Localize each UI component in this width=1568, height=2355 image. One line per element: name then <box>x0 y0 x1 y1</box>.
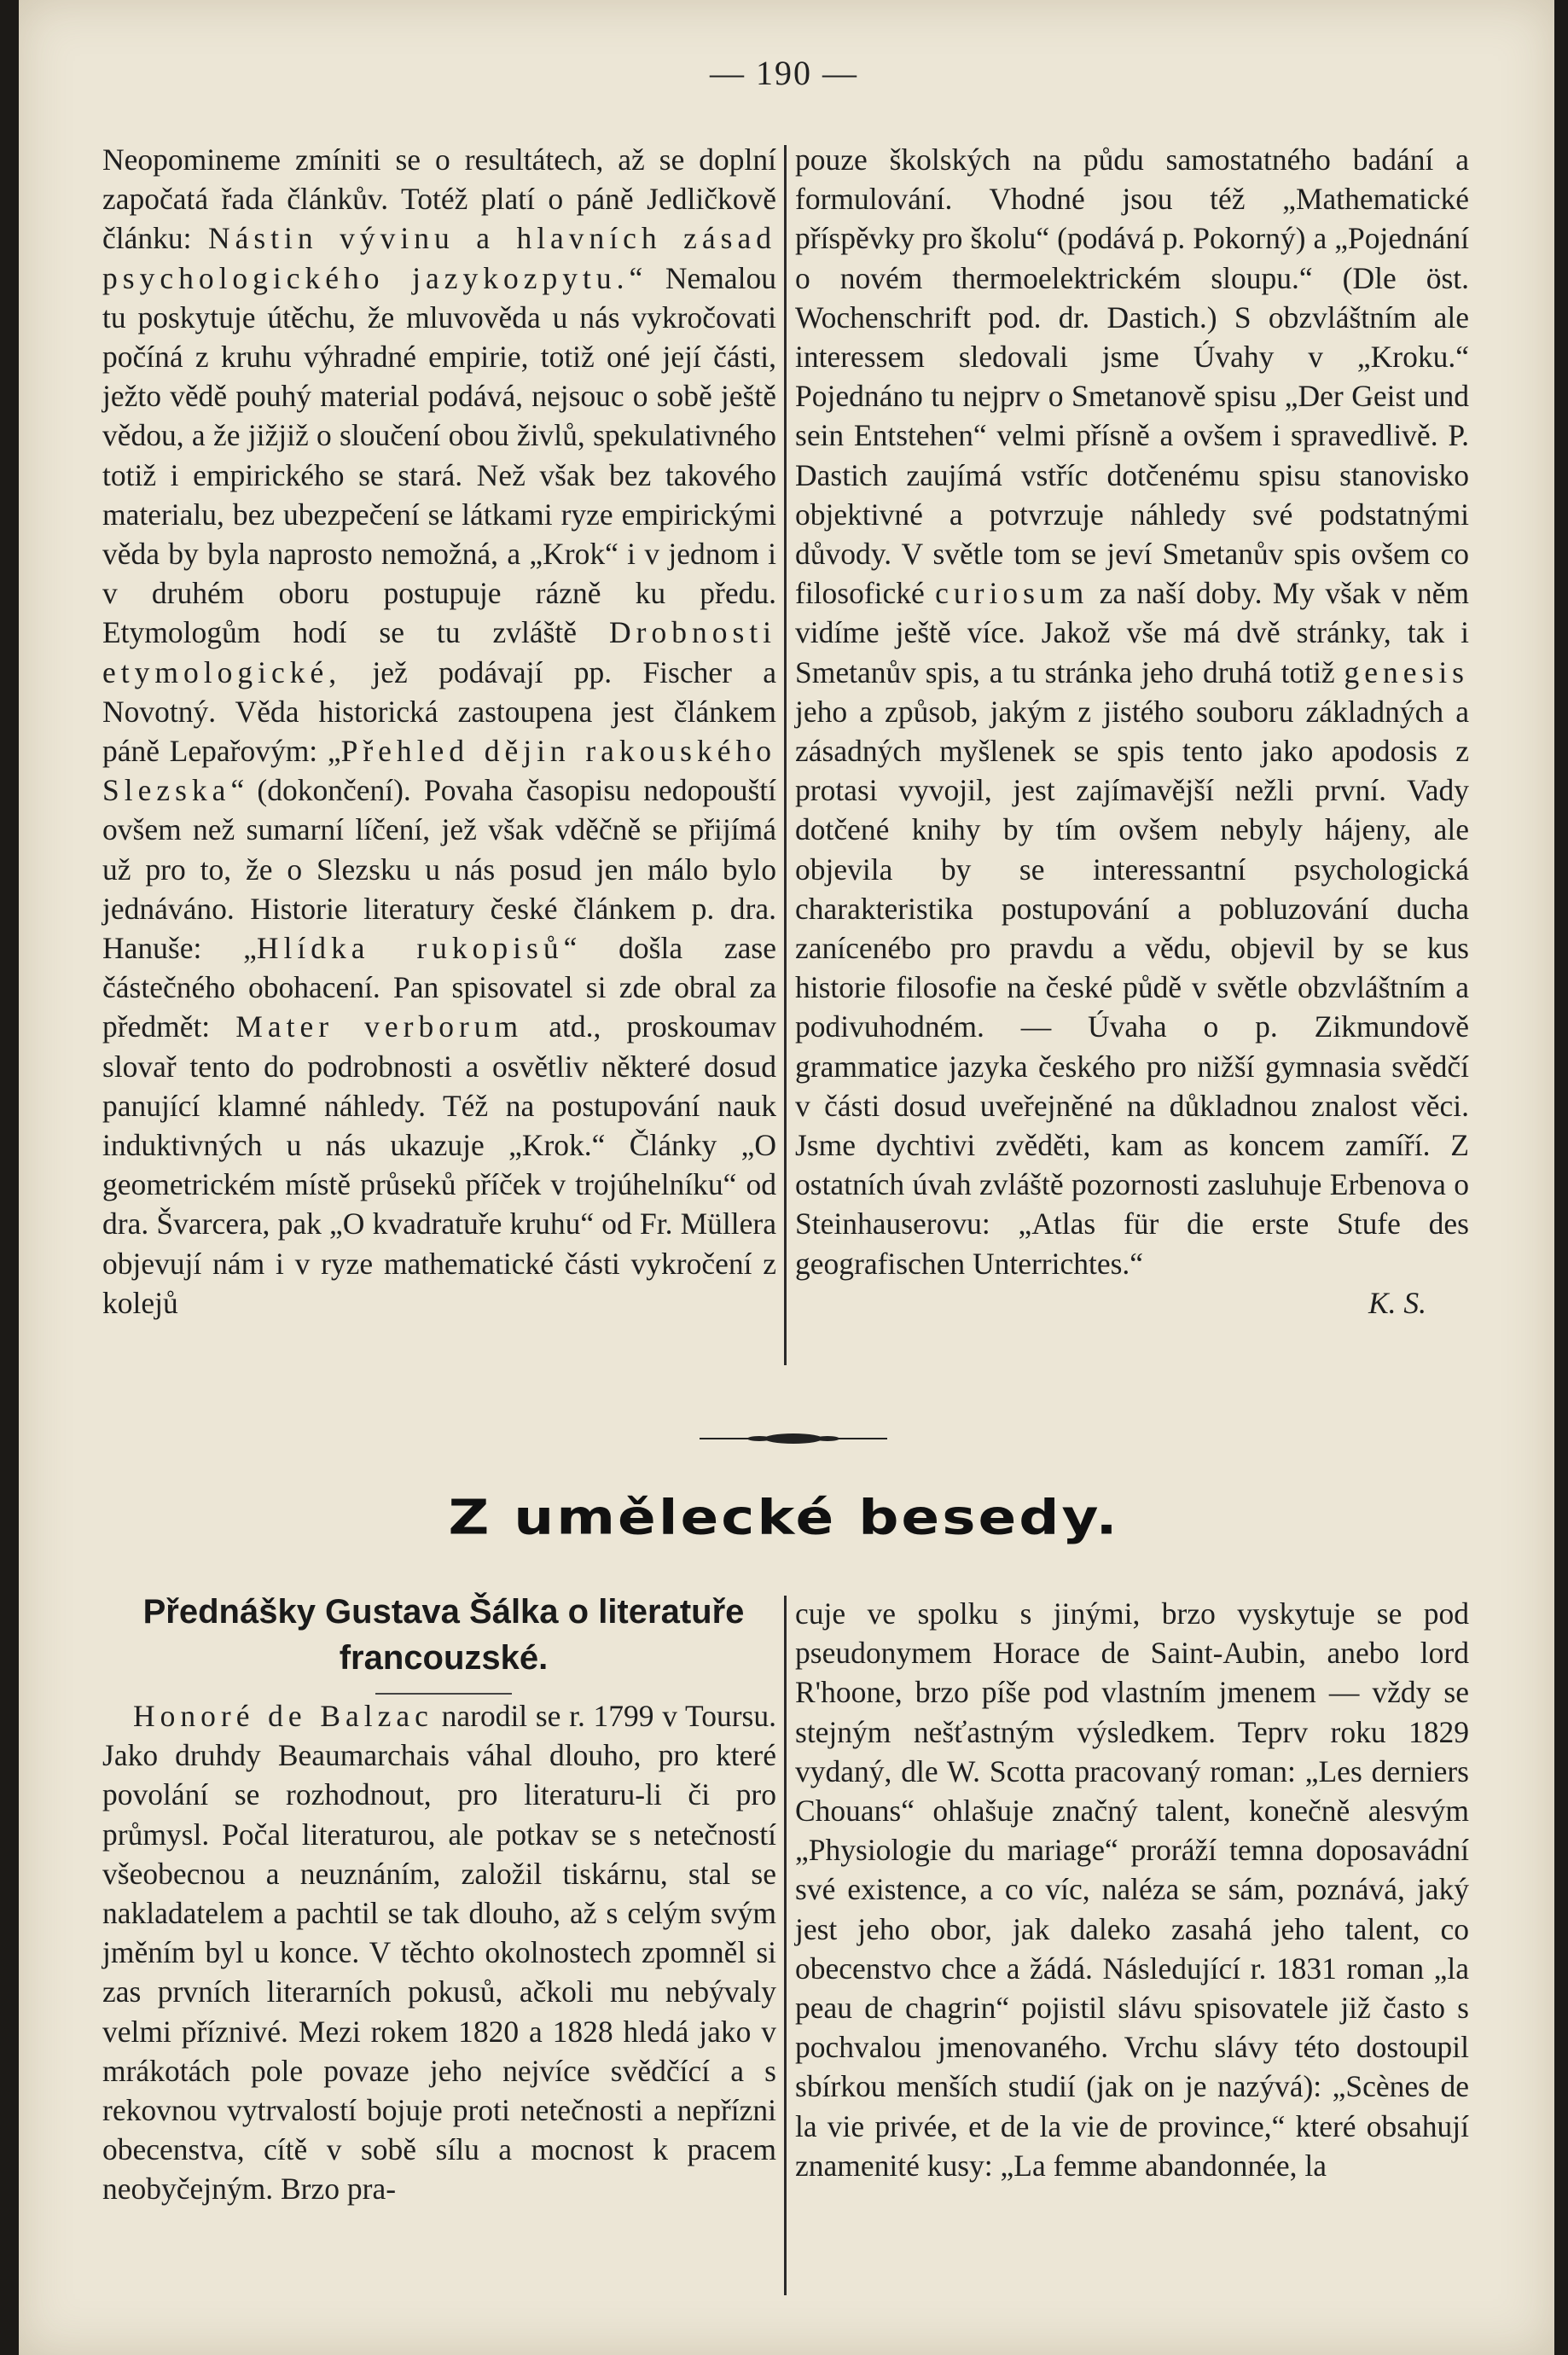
text-run: atd., proskoumav slovař tento do podrobnosti a osvětliv některé dosud panující klamné náhledy. Též na postupování nauk induktivných u nás ukazuje „Krok.“ Články „O geometrickém místě průseků příček v trojúhelníku“ od dra. Švarcera, pak „O kvadratuře kruhu“ od Fr. Müllera objevují nám i v ryze mathematické části vykročení z kolejů <box>102 1009 776 1320</box>
page-number: — 190 — <box>710 54 858 92</box>
article-title: Přednášky Gustava Šálka o literatuře francouzské. <box>142 1593 745 1677</box>
spaced-text: Drobnosti etymologické, <box>102 615 776 689</box>
text-run: Neopomineme zmíniti se o resultátech, až se doplní započatá řada článkův. Totéž platí o páně Jedličkově článku: <box>102 142 776 256</box>
spaced-text: Hlídka rukopisů <box>256 931 564 966</box>
spaced-text: Přehled dějin rakouského Slezska <box>102 734 776 808</box>
text-run: za naší doby. My však v něm vidíme ještě více. Jakož vše má dvě stránky, tak i Smetanův spis, a tu stránka jeho druhá totiž <box>795 576 1470 689</box>
spaced-text: Mater verborum <box>235 1009 524 1044</box>
text-run: “ Nemalou tu poskytuje útěchu, že mluvověda u nás vykročovati počíná z kruhu výhradné empirie, totiž oné její části, ježto vědě pouhý material podává, nejsouc o sobě ještě vědou, a že jižjiž o sloučení obou živlů, spekulativného totiž i empirického se stará. Než však bez takového materialu, bez ubezpečení se látkami ryze empirickými věda by byla naprosto nemožná, a „Krok“ i v jednom i v druhém oboru postupuje rázně ku předu. Etymologům hodí se tu zvláště <box>102 260 776 650</box>
title-rule <box>375 1693 512 1695</box>
column-rule-lower <box>784 1596 787 2295</box>
spaced-text: Nástin vývinu a hlavních zásad psychologického jazykozpytu. <box>102 221 776 295</box>
text-run: pouze školských na půdu samostatného badání a formulování. Vhodné jsou též „Mathematické příspěvky pro školu“ (podává p. Pokorný) a „Pojednání o novém thermoelektrickém sloupu.“ (Dle öst. Wochenschrift pod. dr. Dastich.) S obzvláštním ale interessem sledovali jsme Úvahy v „Kroku.“ Pojednáno tu nejprv o Smetanově spisu „Der Geist und sein Entstehen“ velmi přísně a ovšem i spravedlivě. P. Dastich zaujímá vstříc dotčenému spisu stanovisko objektivné a potvrzuje náhledy své podstatnými důvody. V světle tom se jeví Smetanův spis ovšem co filosofické <box>795 142 1469 611</box>
right-column-lower <box>795 1594 1469 2185</box>
spaced-text: genesis <box>1344 654 1469 689</box>
paragraph <box>795 1594 1469 2185</box>
person-name: Honoré de Balzac <box>133 1699 433 1733</box>
text-run: jeho a způsob, jakým z jistého souboru základných a zásadných myšlenek se spis tento jako apodosis z protasi vyvojil, jest zajímavější nežli první. Vady dotčené knihy by tím ovšem nebyly hájeny, ale objevila by se interessantní psychologická charakteristika postupování a pobluzování ducha zanícenébo pro pravdu a vědu, objevil by se kus historie filosofie na české půdě v světle obzvláštním a podivuhodném. — Úvaha o p. Zikmundově grammatice jazyka českého pro nižší gymnasia svědčí v části dosud uveřejněné na důkladnou znalost věci. Jsme dychtivi zvěděti, kam as koncem zamíří. Z ostatních úvah zvláště pozornosti zasluhuje Erbenova o Steinhauserovu: „Atlas für die erste Stufe des geografischen Unterrichtes.“ <box>795 694 1469 1281</box>
text-run: “ (dokončení). Povaha časopisu nedopouští ovšem než sumarní líčení, jež však vděčně se přijímá už pro to, že o Slezsku u nás posud jen málo bylo jednáváno. Historie literatury české článkem p. dra. Hanuše: „ <box>102 773 776 966</box>
right-column-upper <box>795 140 1469 1323</box>
ornament-divider <box>700 1430 887 1447</box>
paragraph <box>102 140 776 1323</box>
column-rule-upper <box>784 145 787 1365</box>
section-title: Z umělecké besedy. <box>448 1489 1120 1546</box>
paragraph <box>795 140 1469 1283</box>
left-column-upper <box>102 140 776 1323</box>
spaced-text: curiosum <box>935 576 1089 611</box>
paragraph <box>102 1696 776 2209</box>
text-run: jež podávají pp. Fischer a Novotný. Věda historická zastoupena jest článkem páně Lepařovým: „ <box>102 654 776 769</box>
text-run: “ došla zase částečného obohacení. Pan spisovatel si zde obral za předmět: <box>102 931 776 1044</box>
left-column-lower <box>102 1696 776 2209</box>
text-run: narodil se r. 1799 v Toursu. Jako druhdy Beaumarchais váhal dlouho, pro které povolání se rozhodnout, pro literaturu-li či pro průmysl. Počal literaturou, ale potkav se s netečností všeobecnou a neuznáním, založil tiskárnu, stal se nakladatelem a pachtil se tak dlouho, až s celým svým jměním byl u konce. V těchto okolnostech zpomněl si zas prvních literarních pokusů, ačkoli mu nebývaly velmi příznivé. Mezi rokem 1820 a 1828 hledá jako v mrákotách pole povaze jeho nejvíce svědčící a s rekovnou vytrvalostí bojuje proti netečnosti a nepřízni obecenstva, cítě v sobě sílu a mocnost k pracem neobyčejným. Brzo pra- <box>102 1699 776 2207</box>
text-run: cuje ve spolku s jinými, brzo vyskytuje se pod pseudonymem Horace de Saint-Aubin, anebo lord R'hoone, brzo píše pod vlastním jmenem — vždy se stejným nešťastným výsledkem. Teprv roku 1829 vydaný, dle W. Scotta pracovaný roman: „Les derniers Chouans“ ohlašuje značný talent, konečně alesvým „Physiologie du mariage“ proráží temna doposavádní své existence, a co víc, naléza se sám, poznává, jaký jest jeho obor, jak daleko zasahá jeho talent, co obecenstvo chce a žádá. Následující r. 1831 roman „la peau de chagrin“ pojistil slávu spisovatele již často s pochvalou jmenovaného. Vrchu slávy této dostoupil sbírkou menších studií (jak on je nazývá): „Scènes de la vie privée, et de la vie de province,“ které obsahují znamenité kusy: „La femme abandonnée, la <box>795 1596 1469 2183</box>
signature: K. S. <box>1368 1285 1426 1320</box>
